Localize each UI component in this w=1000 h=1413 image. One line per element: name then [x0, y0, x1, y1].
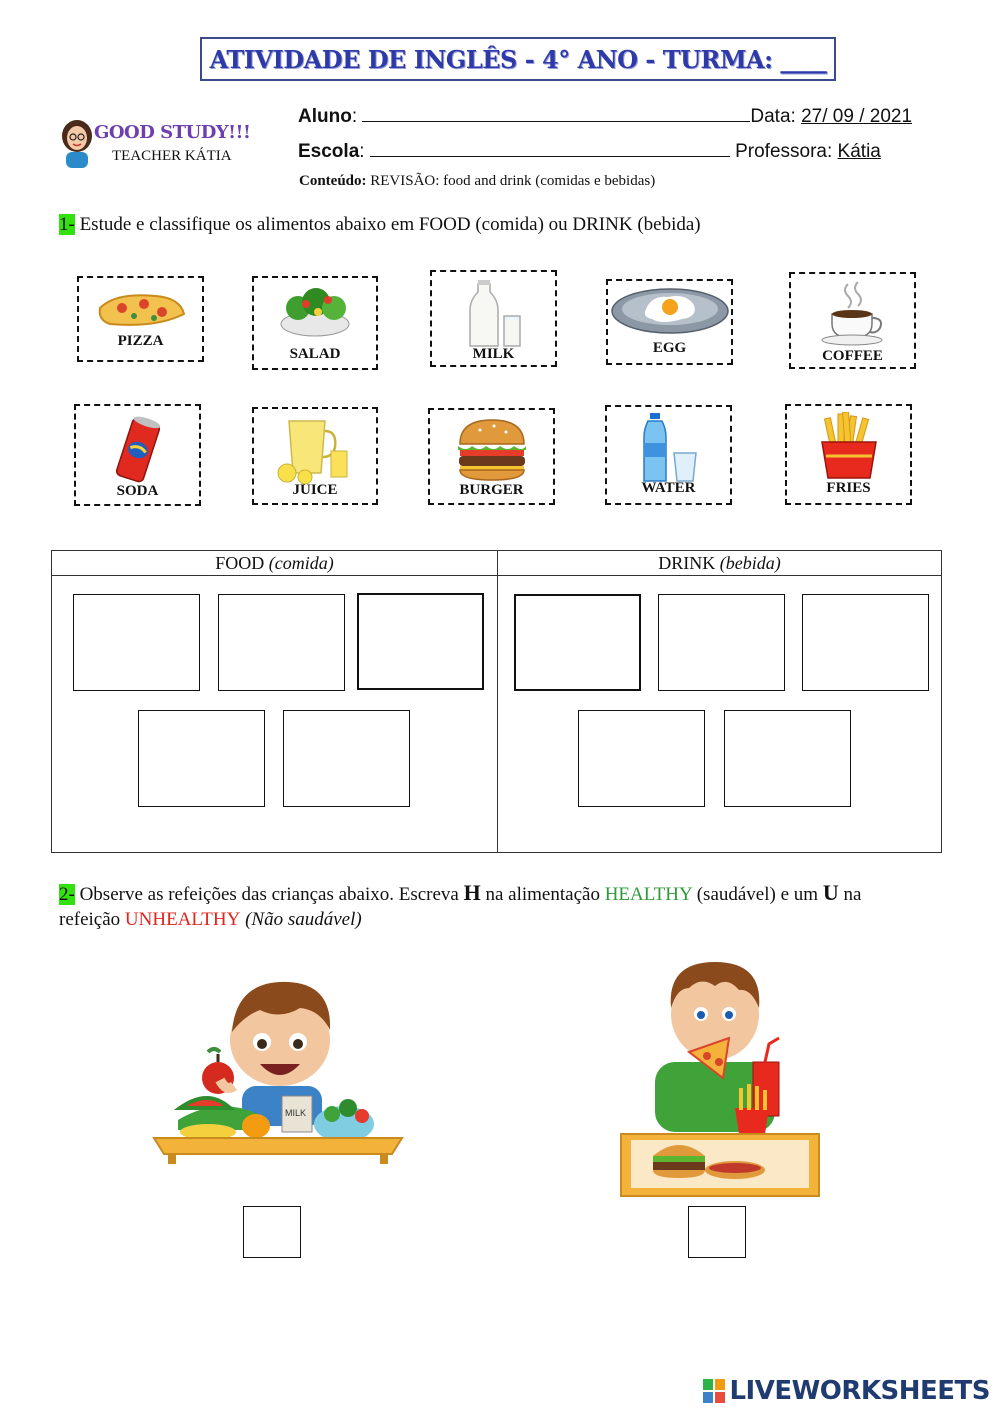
question-2-text-f: (Não saudável): [240, 909, 362, 930]
unhealthy-meal-illustration: [615, 958, 825, 1198]
escola-row: Escola: Professora: Kátia: [298, 141, 881, 162]
card-water[interactable]: [605, 405, 732, 505]
card-juice[interactable]: [252, 407, 378, 505]
drink-drop-box[interactable]: [802, 594, 929, 691]
card-label: WATER: [641, 480, 696, 496]
logo-subtitle: TEACHER KÁTIA: [112, 148, 232, 164]
question-1-number: 1-: [59, 214, 75, 235]
milk-icon: [464, 278, 524, 350]
question-2-text-a: Observe as refeições das crianças abaixo. Escreva: [74, 884, 464, 905]
card-pizza[interactable]: [77, 276, 204, 362]
teacher-avatar-icon: [58, 118, 96, 168]
water-icon: [634, 413, 704, 485]
card-label: MILK: [472, 346, 515, 362]
burger-icon: [454, 416, 530, 484]
card-fries[interactable]: [785, 404, 912, 505]
card-label: FRIES: [826, 480, 871, 496]
escola-field[interactable]: [370, 156, 730, 157]
food-drop-box[interactable]: [357, 593, 484, 690]
aluno-row: Aluno: Data: 27/ 09 / 2021: [298, 106, 913, 127]
date-sep: /: [859, 106, 865, 127]
date-month: 09: [827, 106, 860, 127]
question-2-text-b: na alimentação: [480, 884, 605, 905]
healthy-answer-box[interactable]: [243, 1206, 301, 1258]
salad-icon: [270, 284, 360, 340]
date-day: 27/: [801, 106, 828, 127]
card-soda[interactable]: [74, 404, 201, 506]
liveworksheets-logo[interactable]: [703, 1376, 990, 1406]
card-coffee[interactable]: [789, 272, 916, 369]
coffee-icon: [818, 280, 888, 350]
card-label: PIZZA: [117, 333, 164, 349]
card-label: SODA: [116, 483, 159, 499]
liveworksheets-icon: [703, 1379, 725, 1403]
drink-header-label: DRINK: [658, 553, 720, 573]
page-title: ATIVIDADE DE INGLÊS - 4° ANO - TURMA: ____: [209, 44, 827, 74]
aluno-label: Aluno: [298, 106, 352, 127]
juice-icon: [273, 415, 357, 485]
drink-drop-box[interactable]: [658, 594, 785, 691]
logo-brand: GOOD STUDY!!!: [94, 122, 251, 143]
escola-label: Escola: [298, 141, 360, 162]
drink-header-italic: (bebida): [719, 553, 781, 573]
classification-table: [51, 550, 942, 853]
card-label: BURGER: [459, 482, 524, 498]
question-1-text: Estude e classifique os alimentos abaixo em FOOD (comida) ou DRINK (bebida): [74, 214, 701, 235]
drink-drop-box[interactable]: [514, 594, 641, 691]
liveworksheets-text: LIVEWORKSHEETS: [729, 1376, 990, 1406]
egg-icon: [610, 285, 730, 335]
conteudo-row: [299, 173, 655, 190]
logo: [58, 118, 258, 170]
drink-drop-box[interactable]: [724, 710, 851, 807]
card-egg[interactable]: [606, 279, 733, 365]
card-salad[interactable]: [252, 276, 378, 370]
question-2-text-d: na: [838, 884, 862, 905]
drink-column-header: [498, 551, 941, 576]
food-drop-box[interactable]: [73, 594, 200, 691]
question-2-text-e: refeição: [59, 909, 125, 930]
healthy-meal-illustration: [148, 968, 408, 1188]
question-2-number: 2-: [59, 884, 75, 905]
card-burger[interactable]: [428, 408, 555, 505]
food-drop-box[interactable]: [138, 710, 265, 807]
food-column-header: [52, 551, 497, 576]
food-header-label: FOOD: [215, 553, 269, 573]
aluno-field[interactable]: [362, 121, 750, 122]
question-2: [59, 880, 861, 932]
food-drop-box[interactable]: [283, 710, 410, 807]
data-label: Data:: [750, 106, 796, 127]
professora-value: Kátia: [837, 141, 881, 162]
pizza-icon: [96, 288, 186, 332]
question-2-h: H: [463, 880, 481, 905]
question-2-text-c: (saudável) e um: [691, 884, 823, 905]
column-divider: [497, 551, 498, 852]
milk-carton-label: MILK: [285, 1108, 307, 1118]
unhealthy-answer-box[interactable]: [688, 1206, 746, 1258]
soda-icon: [108, 412, 168, 486]
drink-drop-box[interactable]: [578, 710, 705, 807]
card-label: JUICE: [292, 482, 338, 498]
healthy-word: HEALTHY: [604, 884, 692, 905]
fries-icon: [814, 412, 884, 480]
conteudo-value: REVISÃO: food and drink (comidas e bebidas): [370, 173, 656, 189]
professora-label: Professora:: [735, 141, 833, 162]
question-2-u: U: [822, 880, 839, 905]
question-1: [59, 214, 701, 236]
date-year: 2021: [864, 106, 913, 127]
card-label: EGG: [652, 340, 687, 356]
conteudo-label: Conteúdo:: [299, 173, 367, 189]
unhealthy-word: UNHEALTHY: [124, 909, 241, 930]
card-label: COFFEE: [822, 348, 883, 364]
food-header-italic: (comida): [268, 553, 334, 573]
card-label: SALAD: [289, 346, 341, 362]
title-box: [200, 37, 836, 81]
card-milk[interactable]: [430, 270, 557, 367]
food-drop-box[interactable]: [218, 594, 345, 691]
